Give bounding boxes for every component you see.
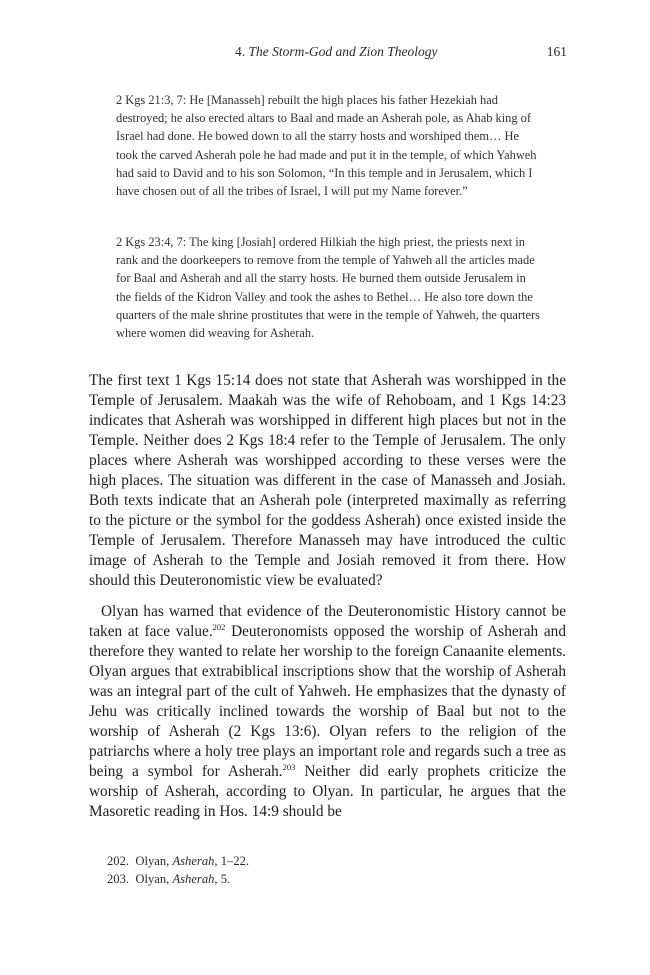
block-quote-2-kgs-21: 2 Kgs 21:3, 7: He [Manasseh] rebuilt the high places his father Hezekiah had destroyed; he also erected altars to Baal and made an Asherah pole, as Ahab king of Israel had done. He bowed down to all the starry hosts and worshiped them… He took the carved Asherah pole he had made and put it in the temple, of which Yahweh had said to David and to his son Solomon, “In this temple and in Jerusalem, which I have chosen out of all the tribes of Israel, I will put my Name forever.”	[116, 93, 537, 199]
chapter-title: The Storm-God and Zion Theology	[248, 44, 438, 59]
paragraph-2-text-c: Neither did early prophets criticize the worship of Asherah, according to Olyan. In particular, he argues that the Masoretic reading in Hos. 14:9 should be	[89, 763, 566, 821]
chapter-heading	[235, 44, 438, 60]
footnote-pages: , 5.	[214, 872, 231, 886]
body-paragraph-1: The first text 1 Kgs 15:14 does not state that Asherah was worshipped in the Temple of Jerusalem. Maakah was the wife of Rehoboam, and 1 Kgs 14:23 indicates that Asherah was worshipped in different high places but not in the Temple. Neither does 2 Kgs 18:4 refer to the Temple of Jerusalem. The only places where Asherah was worshipped according to these verses were the high places. The situation was different in the case of Manasseh and Josiah. Both texts indicate that an Asherah pole (interpreted maximally as referring to the picture or the symbol for the goddess Asherah) once existed inside the Temple of Jerusalem. Therefore Manasseh may have introduced the cultic image of Asherah to the Temple and Josiah removed it from there. How should this Deuteronomistic view be evaluated?	[89, 372, 566, 590]
footnote-work: Asherah	[172, 854, 215, 868]
body-paragraph-2	[89, 602, 566, 823]
footnote-author: Olyan,	[135, 872, 170, 886]
footnote-author: Olyan,	[135, 854, 170, 868]
paragraph-2-text-a: Olyan has warned that evidence of the Deuteronomistic History cannot be taken at face value.	[89, 603, 566, 641]
chapter-number: 4.	[235, 44, 246, 59]
paragraph-2-text-b: Deuteronomists opposed the worship of Asherah and therefore they wanted to relate her worship to the foreign Canaanite elements. Olyan argues that extrabiblical inscriptions show that the worship of Asherah was an integral part of the cult of Yahweh. He emphasizes that the dynasty of Jehu was critically inclined towards the worship of Baal but not to the worship of Asherah (2 Kgs 13:6). Olyan refers to the religion of the patriarchs where a holy tree plays an important role and regards such a tree as being a symbol for Asherah.	[89, 623, 566, 781]
footnote-ref-203[interactable]: 203	[282, 762, 296, 773]
footnote-number: 202.	[107, 854, 130, 868]
footnote-number: 203.	[107, 872, 130, 886]
footnote-pages: , 1–22.	[214, 854, 250, 868]
page-number: 161	[546, 44, 567, 59]
footnote-ref-202[interactable]: 202	[212, 622, 226, 633]
footnote-202	[107, 852, 249, 870]
footnote-203	[107, 870, 249, 888]
block-quote-2-kgs-23: 2 Kgs 23:4, 7: The king [Josiah] ordered Hilkiah the high priest, the priests next in rank and the doorkeepers to remove from the temple of Yahweh all the articles made for Baal and Asherah and all the starry hosts. He burned them outside Jerusalem in the fields of the Kidron Valley and took the ashes to Bethel… He also tore down the quarters of the male shrine prostitutes that were in the temple of Yahweh, the quarters where women did weaving for Asherah.	[116, 235, 540, 341]
footnotes	[107, 852, 249, 888]
footnote-work: Asherah	[172, 872, 215, 886]
